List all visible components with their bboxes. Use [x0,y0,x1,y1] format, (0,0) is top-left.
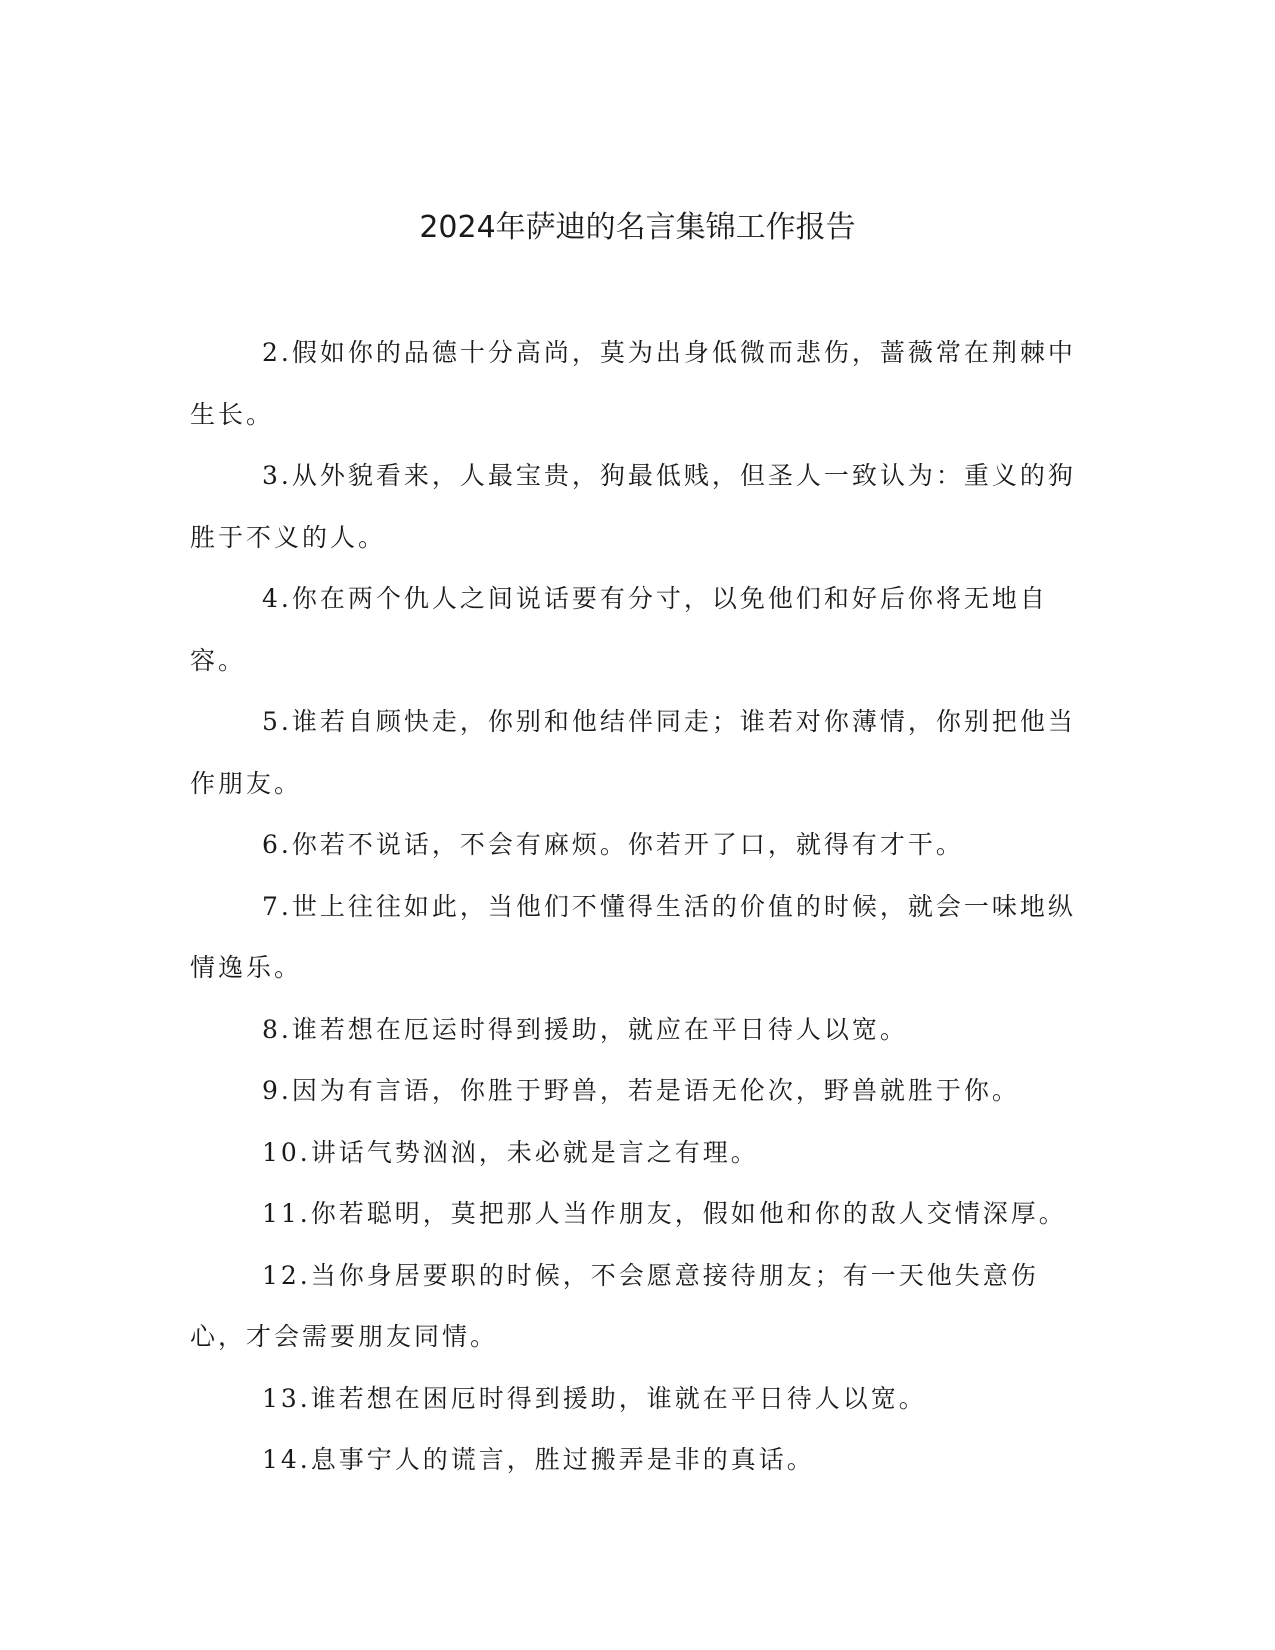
quote-paragraph: 11.你若聪明，莫把那人当作朋友，假如他和你的敌人交情深厚。 [262,1199,1067,1228]
quote-paragraph: 10.讲话气势汹汹，未必就是言之有理。 [262,1137,759,1167]
quote-paragraph: 4.你在两个仇人之间说话要有分寸，以免他们和好后你将无地自容。 [190,584,1048,675]
quote-paragraph: 8.谁若想在厄运时得到援助，就应在平日待人以宽。 [262,1014,908,1044]
quote-paragraph: 9.因为有言语，你胜于野兽，若是语无伦次，野兽就胜于你。 [262,1076,1020,1105]
quote-paragraph: 12.当你身居要职的时候，不会愿意接待朋友；有一天他失意伤心，才会需要朋友同情。 [190,1260,1039,1351]
quote-paragraph: 5.谁若自顾快走，你别和他结伴同走；谁若对你薄情，你别把他当作朋友。 [190,707,1076,798]
quote-paragraph: 14.息事宁人的谎言，胜过搬弄是非的真话。 [262,1445,815,1474]
document-body [190,322,1080,1491]
quote-paragraph: 7.世上往往如此，当他们不懂得生活的价值的时候，就会一味地纵情逸乐。 [190,891,1076,982]
quote-paragraph: 6.你若不说话，不会有麻烦。你若开了口，就得有才干。 [262,830,964,859]
quote-paragraph: 2.假如你的品德十分高尚，莫为出身低微而悲伤，蔷薇常在荆棘中生长。 [190,338,1076,429]
quote-paragraph: 13.谁若想在困厄时得到援助，谁就在平日待人以宽。 [262,1383,927,1413]
document-title: 2024年萨迪的名言集锦工作报告 [419,210,856,245]
quote-paragraph: 3.从外貌看来，人最宝贵，狗最低贱，但圣人一致认为：重义的狗胜于不义的人。 [190,461,1076,552]
